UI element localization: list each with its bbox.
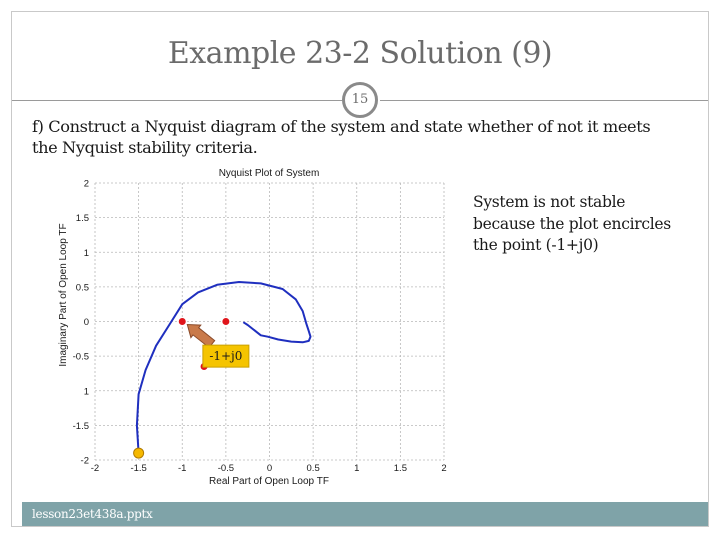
y-tick-label: -0.5 xyxy=(72,351,89,363)
footer-bar xyxy=(22,502,708,526)
footer-filename: lesson23et438a.pptx xyxy=(32,507,153,521)
y-tick-label: 1.5 xyxy=(75,213,89,225)
x-tick-label: -2 xyxy=(90,463,100,474)
y-tick-label: 1 xyxy=(83,386,89,398)
x-axis-label: Real Part of Open Loop TF xyxy=(209,476,329,487)
title-divider-left xyxy=(12,100,342,101)
y-tick-label: 2 xyxy=(83,178,89,190)
callout-label: -1+j0 xyxy=(209,349,243,364)
y-tick-label: -2 xyxy=(80,455,89,467)
x-tick-label: -1.5 xyxy=(130,463,147,474)
question-line-1: f) Construct a Nyquist diagram of the system and state whether of not it meets xyxy=(32,117,651,136)
y-tick-label: 0.5 xyxy=(75,282,89,294)
note-line-1: System is not stable xyxy=(473,193,626,211)
x-tick-label: 2 xyxy=(441,463,447,474)
x-tick-label: 0.5 xyxy=(306,463,320,474)
y-axis-label: Imaginary Part of Open Loop TF xyxy=(58,223,69,367)
x-tick-label: 1.5 xyxy=(393,463,407,474)
y-tick-label: -1.5 xyxy=(72,420,89,432)
title-divider-right xyxy=(380,100,708,101)
y-tick-label: 1 xyxy=(83,247,89,259)
slide-number: 15 xyxy=(342,82,378,118)
start-point-marker xyxy=(134,448,144,458)
note-line-3: the point (-1+j0) xyxy=(473,236,599,254)
question-line-2: the Nyquist stability criteria. xyxy=(32,138,258,157)
x-tick-label: -1 xyxy=(178,463,187,474)
red-point-marker xyxy=(222,318,229,325)
red-point-marker xyxy=(179,318,186,325)
chart-title: Nyquist Plot of System xyxy=(218,168,320,179)
x-tick-label: 0 xyxy=(266,463,273,474)
stability-note xyxy=(473,192,703,257)
nyquist-plot xyxy=(55,165,455,495)
x-tick-label: -0.5 xyxy=(217,463,235,474)
x-tick-label: 1 xyxy=(354,463,360,474)
y-tick-label: 0 xyxy=(83,317,89,328)
note-line-2: because the plot encircles xyxy=(473,214,671,233)
question-text xyxy=(32,116,692,158)
slide-title: Example 23-2 Solution (9) xyxy=(167,36,553,71)
